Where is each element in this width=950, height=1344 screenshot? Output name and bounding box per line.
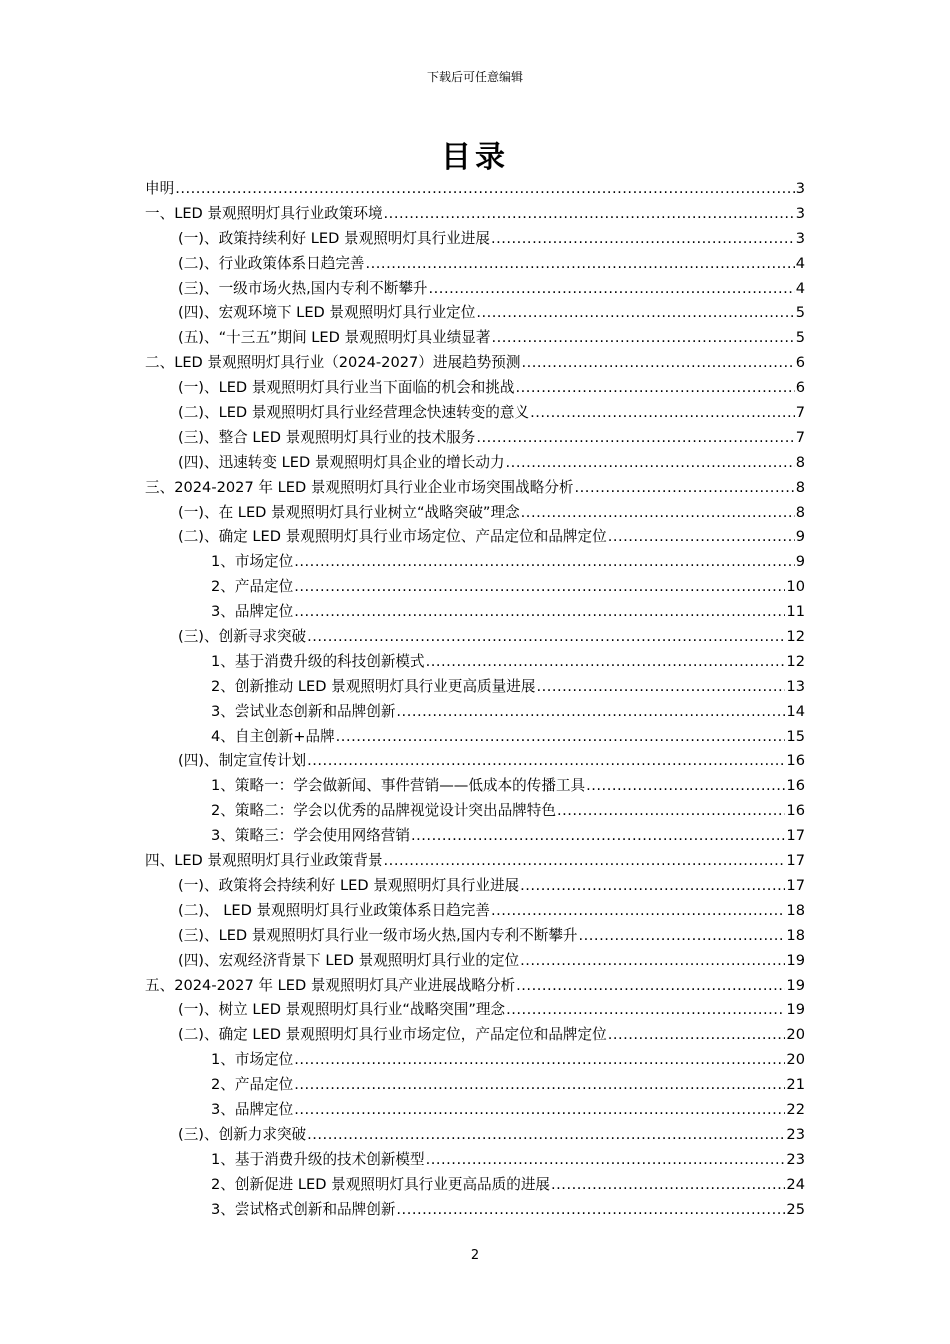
toc-entry-page: 15 — [786, 727, 805, 745]
toc-leader-dots — [175, 180, 795, 197]
toc-entry[interactable] — [145, 899, 805, 924]
toc-leader-dots — [520, 877, 785, 894]
toc-leader-dots — [411, 827, 785, 844]
toc-entry-page: 17 — [786, 876, 805, 894]
toc-leader-dots — [294, 1076, 785, 1093]
toc-leader-dots — [426, 1151, 786, 1168]
toc-entry-page: 11 — [786, 603, 805, 621]
toc-entry-title: (三)、LED 景观照明灯具行业一级市场火热,国内专利不断攀升 — [178, 926, 578, 944]
toc-entry[interactable] — [145, 1048, 805, 1073]
toc-entry-page: 12 — [786, 652, 805, 670]
toc-entry[interactable] — [145, 625, 805, 650]
toc-entry[interactable] — [145, 600, 805, 625]
toc-entry[interactable] — [145, 376, 805, 401]
toc-entry-title: 2、创新促进 LED 景观照明灯具行业更高品质的进展 — [211, 1175, 551, 1193]
toc-entry[interactable] — [145, 1073, 805, 1098]
toc-entry-title: 1、基于消费升级的技术创新模型 — [211, 1150, 425, 1168]
toc-entry[interactable] — [145, 974, 805, 999]
toc-entry-title: (一)、政策将会持续利好 LED 景观照明灯具行业进展 — [178, 876, 520, 894]
toc-entry-title: (四)、制定宣传计划 — [178, 752, 307, 770]
page-number: 2 — [470, 1248, 480, 1263]
toc-entry-title: (二)、行业政策体系日趋完善 — [178, 254, 365, 272]
toc-entry-title: (一)、在 LED 景观照明灯具行业树立“战略突破”理念 — [178, 503, 520, 521]
toc-entry[interactable] — [145, 575, 805, 600]
toc-leader-dots — [294, 553, 794, 570]
toc-leader-dots — [586, 777, 785, 794]
toc-leader-dots — [336, 728, 786, 745]
toc-entry[interactable] — [145, 501, 805, 526]
toc-entry-page: 19 — [786, 976, 805, 994]
toc-entry[interactable] — [145, 1148, 805, 1173]
toc-entry-page: 13 — [786, 677, 805, 695]
toc-entry-page: 22 — [786, 1100, 805, 1118]
toc-entry-title: (二)、确定 LED 景观照明灯具行业市场定位，产品定位和品牌定位 — [178, 1026, 607, 1044]
toc-entry[interactable] — [145, 277, 805, 302]
toc-entry-page: 8 — [795, 478, 805, 496]
toc-leader-dots — [536, 678, 785, 695]
toc-entry[interactable] — [145, 849, 805, 874]
toc-entry-page: 20 — [786, 1051, 805, 1069]
toc-entry-page: 16 — [786, 752, 805, 770]
toc-leader-dots — [608, 528, 795, 545]
toc-entry-title: 五、2024-2027 年 LED 景观照明灯具产业进展战略分析 — [145, 976, 516, 994]
toc-entry-title: (三)、整合 LED 景观照明灯具行业的技术服务 — [178, 428, 476, 446]
toc-leader-dots — [307, 628, 785, 645]
toc-leader-dots — [294, 1051, 785, 1068]
toc-entry-page: 17 — [786, 852, 805, 870]
toc-leader-dots — [476, 429, 794, 446]
toc-entry-title: (二)、确定 LED 景观照明灯具行业市场定位、产品定位和品牌定位 — [178, 528, 607, 546]
toc-leader-dots — [551, 1176, 785, 1193]
toc-leader-dots — [294, 578, 785, 595]
toc-entry-page: 7 — [795, 428, 805, 446]
toc-entry[interactable] — [145, 1173, 805, 1198]
toc-entry-page: 23 — [786, 1150, 805, 1168]
toc-entry[interactable] — [145, 550, 805, 575]
toc-entry-title: (三)、一级市场火热,国内专利不断攀升 — [178, 279, 428, 297]
toc-entry-title: (二)、LED 景观照明灯具行业经营理念快速转变的意义 — [178, 404, 530, 422]
toc-entry-title: 一、LED 景观照明灯具行业政策环境 — [145, 204, 383, 222]
toc-entry-title: 2、创新推动 LED 景观照明灯具行业更高质量进展 — [211, 677, 536, 695]
toc-leader-dots — [521, 354, 794, 371]
toc-entry-title: 1、策略一：学会做新闻、事件营销——低成本的传播工具 — [211, 777, 586, 795]
toc-leader-dots — [396, 703, 785, 720]
toc-entry-title: 1、基于消费升级的科技创新模式 — [211, 652, 425, 670]
toc-entry[interactable] — [145, 749, 805, 774]
toc-entry[interactable] — [145, 451, 805, 476]
toc-entry-page: 6 — [795, 354, 805, 372]
toc-entry-title: (一)、政策持续利好 LED 景观照明灯具行业进展 — [178, 229, 490, 247]
toc-entry[interactable] — [145, 401, 805, 426]
toc-entry-page: 16 — [786, 802, 805, 820]
toc-entry-title: 2、策略二：学会以优秀的品牌视觉设计突出品牌特色 — [211, 802, 556, 820]
toc-entry-title: 3、尝试格式创新和品牌创新 — [211, 1200, 396, 1218]
toc-entry[interactable] — [145, 476, 805, 501]
toc-entry[interactable] — [145, 799, 805, 824]
toc-leader-dots — [491, 230, 795, 247]
toc-entry[interactable] — [145, 351, 805, 376]
toc-entry-title: (三)、创新寻求突破 — [178, 628, 307, 646]
toc-entry-page: 3 — [795, 180, 805, 197]
toc-entry-page: 4 — [795, 279, 805, 297]
toc-entry[interactable] — [145, 725, 805, 750]
toc-entry-page: 10 — [786, 578, 805, 596]
toc-entry[interactable] — [145, 1098, 805, 1123]
toc-entry-title: 三、2024-2027 年 LED 景观照明灯具行业企业市场突围战略分析 — [145, 478, 574, 496]
toc-entry-title: 3、尝试业态创新和品牌创新 — [211, 702, 396, 720]
toc-leader-dots — [491, 329, 794, 346]
toc-entry[interactable] — [145, 874, 805, 899]
toc-entry-page: 19 — [786, 951, 805, 969]
toc-entry-title: (二)、 LED 景观照明灯具行业政策体系日趋完善 — [178, 901, 490, 919]
toc-entry-title: 4、自主创新+品牌 — [211, 727, 335, 745]
toc-entry-title: (三)、创新力求突破 — [178, 1125, 307, 1143]
toc-leader-dots — [384, 205, 795, 222]
toc-entry[interactable] — [145, 998, 805, 1023]
toc-entry-page: 9 — [795, 528, 805, 546]
toc-entry-page: 3 — [795, 229, 805, 247]
toc-entry-page: 19 — [786, 1001, 805, 1019]
toc-leader-dots — [384, 852, 786, 869]
toc-leader-dots — [520, 952, 785, 969]
toc-entry-title: 2、产品定位 — [211, 1076, 294, 1094]
toc-entry[interactable] — [145, 525, 805, 550]
toc-leader-dots — [575, 479, 795, 496]
toc-entry-title: 四、LED 景观照明灯具行业政策背景 — [145, 852, 383, 870]
toc-leader-dots — [429, 280, 795, 297]
toc-entry-page: 14 — [786, 702, 805, 720]
toc-entry[interactable] — [145, 1123, 805, 1148]
toc-entry-page: 12 — [786, 628, 805, 646]
toc-leader-dots — [294, 1101, 785, 1118]
toc-leader-dots — [476, 304, 794, 321]
toc-entry-page: 6 — [795, 379, 805, 397]
toc-entry[interactable] — [145, 700, 805, 725]
toc-entry-title: 3、品牌定位 — [211, 1100, 294, 1118]
toc-leader-dots — [426, 653, 786, 670]
toc-leader-dots — [516, 379, 795, 396]
toc-entry-title: 二、LED 景观照明灯具行业（2024-2027）进展趋势预测 — [145, 354, 521, 372]
toc-leader-dots — [579, 927, 786, 944]
toc-leader-dots — [557, 802, 785, 819]
toc-entry-page: 5 — [795, 304, 805, 322]
toc-entry-title: (四)、宏观经济背景下 LED 景观照明灯具行业的定位 — [178, 951, 520, 969]
toc-entry[interactable] — [145, 949, 805, 974]
toc-leader-dots — [396, 1201, 785, 1218]
toc-leader-dots — [366, 255, 795, 272]
toc-entry-page: 16 — [786, 777, 805, 795]
toc-entry-page: 24 — [786, 1175, 805, 1193]
toc-leader-dots — [307, 752, 785, 769]
toc-entry[interactable] — [145, 675, 805, 700]
toc-entry[interactable] — [145, 202, 805, 227]
toc-leader-dots — [530, 404, 795, 421]
toc-entry-title: 3、品牌定位 — [211, 603, 294, 621]
page-header: 下载后可任意编辑 — [426, 70, 523, 84]
toc-leader-dots — [608, 1026, 786, 1043]
toc-entry-page: 4 — [795, 254, 805, 272]
toc-entry[interactable] — [145, 774, 805, 799]
toc-entry[interactable] — [145, 426, 805, 451]
toc-leader-dots — [521, 504, 795, 521]
toc-entry-page: 21 — [786, 1076, 805, 1094]
toc-entry-title: (一)、LED 景观照明灯具行业当下面临的机会和挑战 — [178, 379, 515, 397]
toc-entry-title: (四)、宏观环境下 LED 景观照明灯具行业定位 — [178, 304, 476, 322]
toc-entry-page: 18 — [786, 926, 805, 944]
toc-entry-page: 18 — [786, 901, 805, 919]
toc-entry[interactable] — [145, 924, 805, 949]
toc-entry[interactable] — [145, 252, 805, 277]
toc-entry-page: 25 — [786, 1200, 805, 1218]
toc-entry-page: 8 — [795, 503, 805, 521]
toc-entry[interactable] — [145, 301, 805, 326]
toc-entry[interactable] — [145, 177, 805, 202]
toc-leader-dots — [307, 1126, 785, 1143]
toc-entry-title: 1、市场定位 — [211, 553, 294, 571]
toc-entry-page: 17 — [786, 827, 805, 845]
toc-entry-page: 3 — [795, 204, 805, 222]
toc-entry-page: 8 — [795, 453, 805, 471]
page-title: 目录 — [441, 140, 509, 175]
toc-leader-dots — [294, 603, 785, 620]
toc-entry[interactable] — [145, 824, 805, 849]
toc-entry-page: 20 — [786, 1026, 805, 1044]
toc-entry[interactable] — [145, 650, 805, 675]
table-of-contents — [145, 177, 805, 1222]
toc-leader-dots — [491, 902, 785, 919]
toc-leader-dots — [506, 1001, 785, 1018]
toc-entry-title: 1、市场定位 — [211, 1051, 294, 1069]
toc-leader-dots — [506, 454, 795, 471]
toc-entry-title: (一)、树立 LED 景观照明灯具行业“战略突围”理念 — [178, 1001, 506, 1019]
toc-entry-page: 9 — [795, 553, 805, 571]
toc-entry[interactable] — [145, 326, 805, 351]
toc-entry-title: 3、策略三：学会使用网络营销 — [211, 827, 411, 845]
toc-entry[interactable] — [145, 227, 805, 252]
toc-entry[interactable] — [145, 1198, 805, 1223]
toc-leader-dots — [516, 977, 785, 994]
toc-entry-page: 23 — [786, 1125, 805, 1143]
toc-entry-page: 7 — [795, 404, 805, 422]
toc-entry-title: (四)、迅速转变 LED 景观照明灯具企业的增长动力 — [178, 453, 505, 471]
toc-entry-page: 5 — [795, 329, 805, 347]
toc-entry-title: 2、产品定位 — [211, 578, 294, 596]
toc-entry[interactable] — [145, 1023, 805, 1048]
toc-entry-title: 申明 — [145, 180, 175, 197]
toc-entry-title: (五)、“十三五”期间 LED 景观照明灯具业绩显著 — [178, 329, 491, 347]
